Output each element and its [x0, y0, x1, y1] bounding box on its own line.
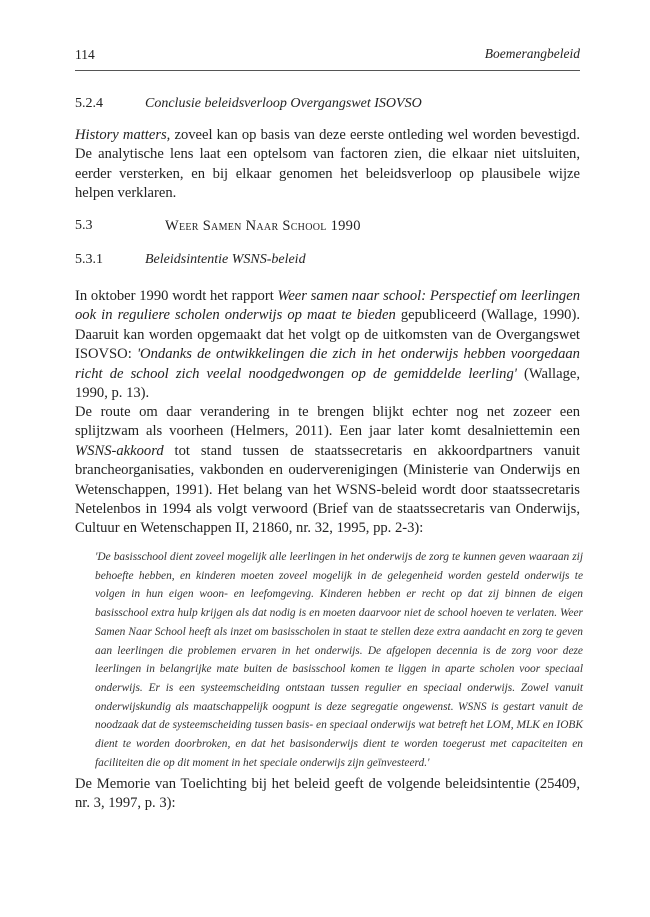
running-title: Boemerangbeleid	[484, 46, 580, 61]
section-title: Weer Samen Naar School 1990	[165, 218, 361, 234]
paragraph-memorie-van-toelichting: De Memorie van Toelichting bij het beleid geeft de volgende beleidsintentie (25409, nr. 3, 1997, p. 3):	[75, 776, 580, 812]
paragraph-text: zoveel kan op basis van deze eerste ontleding wel worden bevestigd. De analytische lens laat een optelsom van factoren zien, die elkaar niet uitsluiten, eerder versterken, en bij elkaar genomen het beleidsverloop op plausibele wijze helpen verklaren.	[75, 127, 581, 202]
section-number: 5.3.1	[75, 252, 103, 267]
block-quote: 'De basisschool dient zoveel mogelijk alle leerlingen in het onderwijs de zorg te kunnen geven waaraan zij behoefte hebben, en kinderen moeten zoveel mogelijk in de gelegenheid worden gesteld onderwijs te volgen in hun eigen woon- en leefomgeving. Kinderen hebben er recht op dat zij binnen de eigen basisschool extra hulp krijgen als dat nodig is en moeten daarvoor niet de school hoeven te verlaten. Weer Samen Naar School heeft als inzet om basisscholen in staat te stellen deze extra aandacht en zorg te geven aan leerlingen die problemen ervaren in het onderwijs. De afgelopen decennia is de zorg voor deze leerlingen in belangrijke mate buiten de basisschool komen te liggen in aparte scholen voor speciaal onderwijs. Er is een systeemscheiding ontstaan tussen regulier en speciaal onderwijs. Zowel vanuit onderwijskundig als maatschappelijk oogpunt is deze segregatie ongewenst. WSNS is gestart vanuit de noodzaak dat de systeemscheiding tussen basis- en speciaal onderwijs wat betreft het LOM, MLK en IOBK dient te worden doorbroken, en dat het basisonderwijs dient te worden toegerust met capaciteiten en faciliteiten die op dit moment in het speciale onderwijs zijn geïnvesteerd.'	[95, 551, 583, 769]
italic-citation: 'Ondanks de ontwikkelingen die zich in het onderwijs hebben voorgedaan richt de school zich veelal noodgedwongen op de gemiddelde leerling'	[75, 346, 580, 382]
text: In oktober 1990 wordt het rapport	[75, 288, 278, 304]
section-title: Conclusie beleidsverloop Overgangswet ISOVSO	[145, 96, 422, 111]
italic-term: WSNS-akkoord	[75, 442, 164, 459]
text: tot stand tussen de staatssecretaris en akkoordpartners vanuit brancheorganisaties, vakbonden en ouderverenigingen (Ministerie van Onderwijs en Wetenschappen, 1991). Het belang van het WSNS-beleid wordt door staatssecretaris Netelenbos in 1994 als volgt verwoord (Brief van de staatssecretaris van Onderwijs, Cultuur en Wetenschappen II, 21860, nr. 32, 1995, pp. 2-3):	[75, 442, 580, 537]
paragraph-wsns-akkoord	[75, 403, 580, 539]
text: De route om daar verandering in te brengen blijkt echter nog net zozeer een splijtzwam als voorheen (Helmers, 2011). Een jaar later komt desalniettemin een	[75, 404, 580, 440]
text: gepubliceerd (Wallage, 1990). Daaruit kan worden opgemaakt dat het volgt op de uitkomsten van de Overgangswet ISOVSO:	[75, 307, 580, 363]
page-number: 114	[75, 47, 95, 62]
header-rule	[75, 70, 580, 71]
section-title: Beleidsintentie WSNS-beleid	[145, 252, 306, 267]
text: (Wallage, 1990, p. 13).	[75, 365, 580, 402]
section-number: 5.2.4	[75, 96, 103, 111]
italic-title: Weer samen naar school: Perspectief om leerlingen ook in reguliere scholen onderwijs op maat te bieden	[75, 288, 580, 324]
paragraph-weer-samen-rapport	[75, 287, 580, 403]
section-number: 5.3	[75, 218, 93, 233]
paragraph-lead-italic: History matters,	[75, 127, 171, 143]
paragraph-history-matters	[75, 126, 580, 204]
